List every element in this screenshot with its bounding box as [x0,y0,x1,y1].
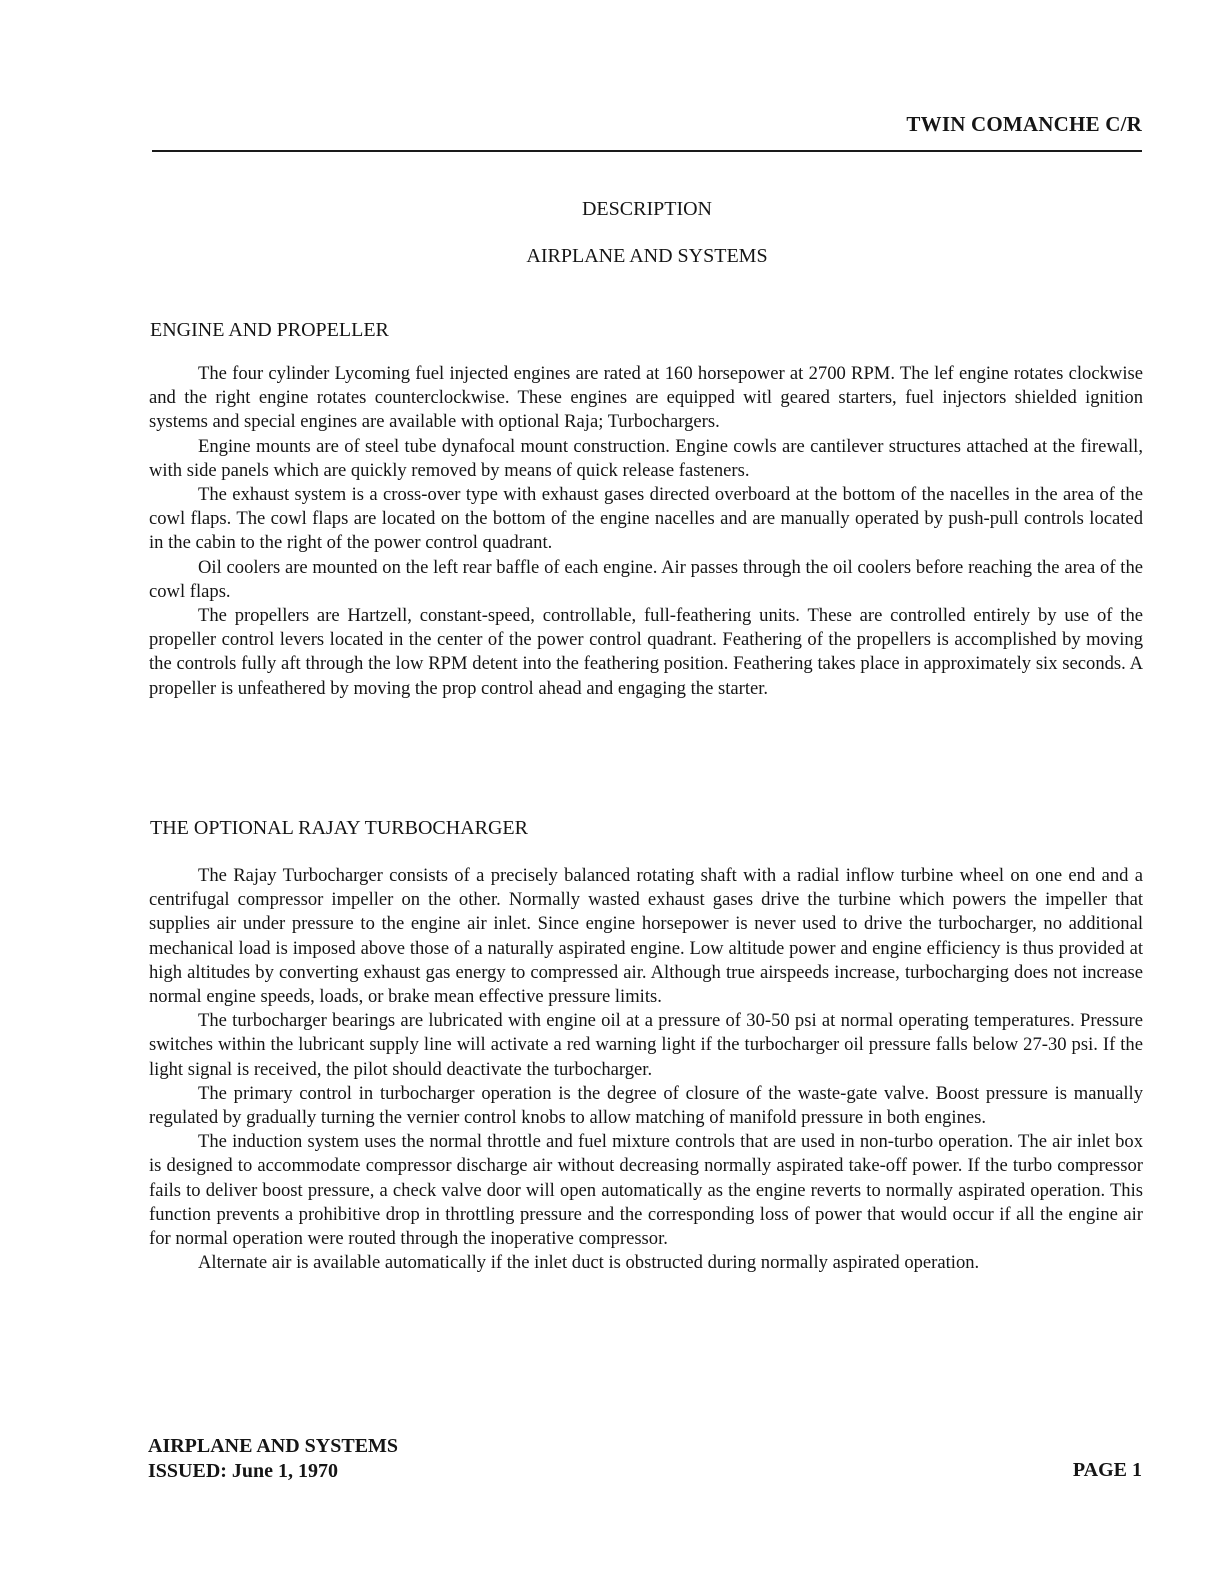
page-subtitle: AIRPLANE AND SYSTEMS [526,245,768,267]
page-number: PAGE 1 [1072,1459,1142,1481]
paragraph: The Rajay Turbocharger consists of a precisely balanced rotating shaft with a radial inflow turbine wheel on one end and a centrifugal compressor impeller on the other. Normally wasted exhaust gases drive the turbine which powers the impeller that supplies air under pressure to the engine air inlet. Since engine horsepower is never used to drive the turbocharger, no additional mechanical load is imposed above those of a naturally aspirated engine. Low altitude power and engine efficiency is thus provided at high altitudes by converting exhaust gas energy to compressed air. Although true airspeeds increase, turbocharging does not increase normal engine speeds, loads, or brake mean effective pressure limits. [149,865,1143,1008]
paragraph: The turbocharger bearings are lubricated with engine oil at a pressure of 30-50 psi at normal operating temperatures. Pressure switches within the lubricant supply line will activate a red warning light if the turbocharger oil pressure falls below 27-30 psi. If the light signal is received, the pilot should deactivate the turbocharger. [149,1010,1143,1080]
page-title: DESCRIPTION [581,198,712,220]
section-heading-turbo: THE OPTIONAL RAJAY TURBOCHARGER [150,817,528,839]
paragraph: The four cylinder Lycoming fuel injected engines are rated at 160 horsepower at 2700 RPM. The lef engine rotates clockwise and the right engine rotates counterclockwise. These engines are equipped witl geared starters, fuel injectors shielded ignition systems and special engines are available with optional Raja; Turbochargers. [149,363,1143,433]
section-heading-engine: ENGINE AND PROPELLER [150,319,389,341]
footer-section-name: AIRPLANE AND SYSTEMS [148,1435,399,1457]
paragraph: The propellers are Hartzell, constant-speed, controllable, full-feathering units. These are controlled entirely by use of the propeller control levers located in the center of the power control quadrant. Feathering of the propellers is accomplished by moving the controls fully aft through the low RPM detent into the feathering position. Feathering takes place in approximately six seconds. A propeller is unfeathered by moving the prop control ahead and engaging the starter. [149,605,1143,699]
paragraph: The induction system uses the normal throttle and fuel mixture controls that are used in non-turbo operation. The air inlet box is designed to accommodate compressor discharge air without decreasing normally aspirated take-off power. If the turbo compressor fails to deliver boost pressure, a check valve door will open automatically as the engine reverts to normally aspirated operation. This function prevents a prohibitive drop in throttling pressure and the corresponding loss of power that would occur if all the engine air for normal operation were routed through the inoperative compressor. [149,1131,1143,1250]
paragraph: The primary control in turbocharger operation is the degree of closure of the waste-gate valve. Boost pressure is manually regulated by gradually turning the vernier control knobs to allow matching of manifold pressure in both engines. [149,1082,1143,1129]
section-body-engine [149,362,1143,701]
paragraph: Engine mounts are of steel tube dynafocal mount construction. Engine cowls are cantilever structures attached at the firewall, with side panels which are quickly removed by means of quick release fasteners. [149,435,1143,481]
paragraph: Oil coolers are mounted on the left rear baffle of each engine. Air passes through the oil coolers before reaching the area of the cowl flaps. [149,556,1143,602]
paragraph: The exhaust system is a cross-over type with exhaust gases directed overboard at the bottom of the nacelles in the area of the cowl flaps. The cowl flaps are located on the bottom of the engine nacelles and are manually operated by push-pull controls located in the cabin to the right of the power control quadrant. [149,484,1143,554]
footer-left [148,1434,398,1484]
footer-issued-date: ISSUED: June 1, 1970 [148,1460,339,1482]
paragraph: Alternate air is available automatically if the inlet duct is obstructed during normally aspirated operation. [198,1252,980,1274]
header-title: TWIN COMANCHE C/R [906,112,1142,136]
section-body-turbo [149,864,1143,1275]
header-rule [152,150,1142,152]
